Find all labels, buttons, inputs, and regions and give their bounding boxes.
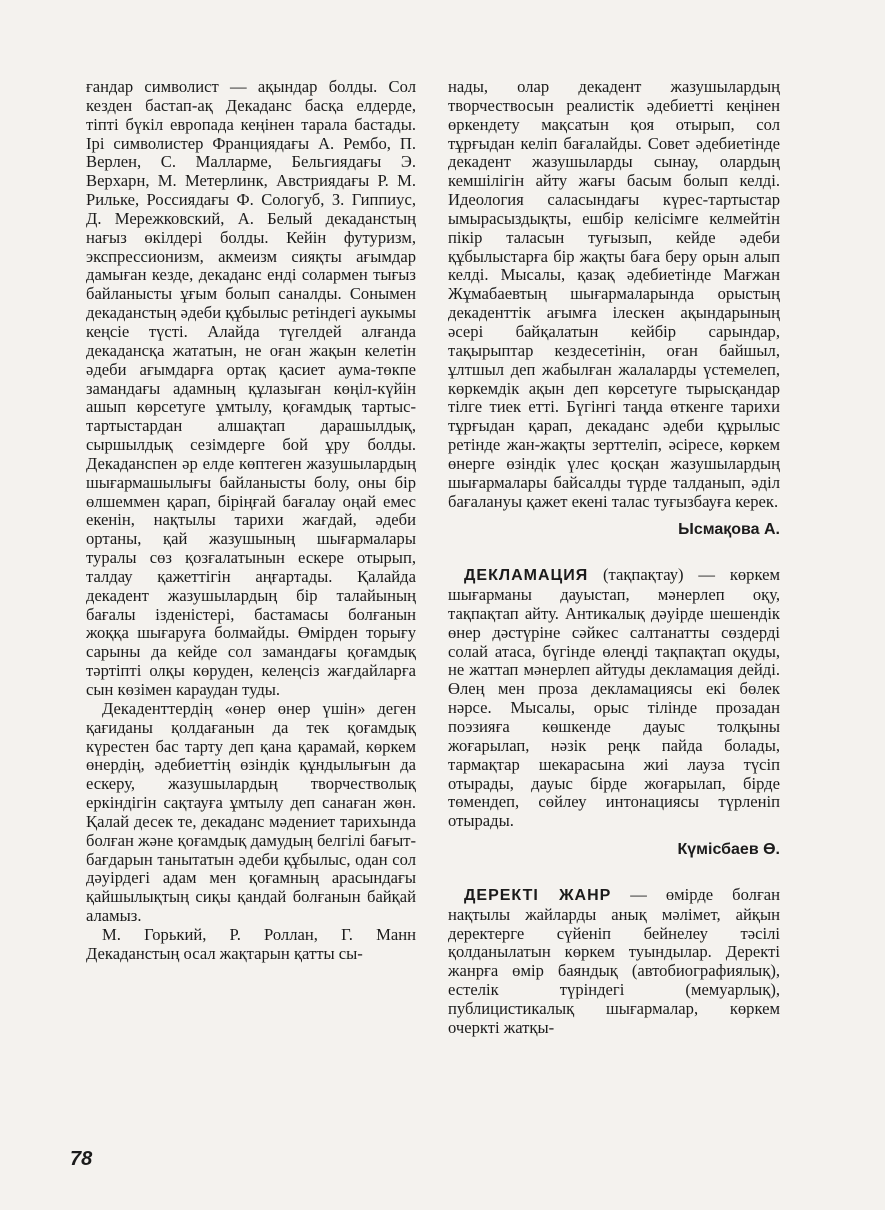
left-paragraph-1: ғандар символист — ақындар болды. Сол кезден бастап-ақ Декаданс басқа елдерде, тіпті бүкіл европада кеңінен тарала бастады. Ірі символистер Франциядағы А. Рембо, П. Верлен, С. Малларме, Бельгиядағы Э. Верхарн, М. Метерлинк, Австриядағы Р. М. Рильке, Россиядағы Ф. Сологуб, З. Гиппиус, Д. Мережковский, А. Белый декаданстың нағыз өкілдері болды. Кейін футуризм, экспрессионизм, акмеизм сияқты ағымдар дамыған кезде, декаданс енді солармен тығыз байланысты ұғым болып саналды. Сонымен декаданстың әдеби құбылыс ретіндегі аукымы кеңсіе түсті. Алайда түгелдей алғанда декадансқа жататын, не оған жақын келетін әдеби ағымдарға ортақ қасиет аума-төкпе замандағы адамның құлазыған көңіл-күйін ашып көрсетуге ұмтылу, қоғамдық тартыс-тартыстардан алшақтап дарашылдық, сыршылдық сезімдерге бой ұру болды. Декаданспен әр елде көптеген жазушылардың шығармашылығы байланысты болу, оны бір өлшеммен қарап, біріңғай бағалау оңай емес екенін, нақтылы тарихи жағдай, әдеби ортаны, қай жазушының шығармалары туралы сөз қозғалатынын ескере отырып, талдау қажеттігін аңғартады. Қалайда декадент жазушылардың бір талайының бағалы ізденістері, бастамасы болғанын жоққа шығаруға болмайды. Өмірден торығу сарыны да кейде сол замандағы қоғамдық тәртіпті олқы көруден, келеңсіз жағдайларға сын көзімен караудан туды. <box>86 77 416 699</box>
entry-text-documentary-genre: — өмірде болған нақтылы жайларды анық мәлімет, айқын деректерге сүйеніп бейнелеу тәсілі қолданылатын көркем туындылар. Деректі жанрға өмір баяндық (автобиографиялық), естелік түріндегі (мемуарлық), публицистикалық шығармалар, көркем очеркті жатқы- <box>448 884 781 1037</box>
entry-term-declamation: ДЕКЛАМАЦИЯ <box>464 567 589 585</box>
right-column <box>448 78 780 1038</box>
author-signature-1: Ысмақова А. <box>678 521 780 539</box>
left-paragraph-3: М. Горький, Р. Роллан, Г. Манн Декаданстың осал жақтарын қатты сы- <box>86 924 416 963</box>
dictionary-entry-declamation <box>448 566 780 831</box>
page-number: 78 <box>70 1148 93 1170</box>
dictionary-entry-documentary-genre <box>448 886 780 1038</box>
left-column <box>86 78 416 964</box>
author-signature-2: Күмісбаев Ө. <box>677 841 780 859</box>
entry-term-documentary-genre: ДЕРЕКТІ ЖАНР <box>464 886 612 904</box>
left-paragraph-2: Декаденттердің «өнер өнер үшін» деген қағиданы қолдағанын да тек қоғамдық күрестен бас тарту деп қана қарамай, көркем өнердің, әдебиеттің өзіндік құндылығын да ескеру, жазушылардың творчестволық еркіндігін сақтауға ұмтылу деп санаған жөн. Қалай десек те, декаданс мәдениет тарихында болған және қоғамдық дамудың белгілі бағыт-бағдарын танытатын әдеби құбылыс, одан сол дәуірдегі адам мен қоғамның арасындағы қайшылықтың сиқы қандай болғанын байқай аламыз. <box>86 698 416 926</box>
right-paragraph-1: нады, олар декадент жазушылардың творчествосын реалистік әдебиетті кеңінен өркендету мақсатын қоя отырып, сол тұрғыдан келіп бағалайды. Совет әдебиетінде декадент жазушыларды сынау, олардың кемшілігін айту жағы басым болып келді. Идеология саласындағы күрес-тартыстар ымырасыздықты, ешбір келісімге келмейтін пікір таласын туғызып, кейде әдеби құбылыстарға бір жақты баға беру орын алып келді. Мысалы, қазақ әдебиетінде Мағжан Жұмабаевтың шығармаларында орыстың декаденттік ағымға ілескен ақындарының әсері байқалатын кейбір сарындар, тақырыптар кездесетінін, оған байшыл, ұлтшыл деп жабылған жалаларды үстемелеп, көркемдік ақын деп көрсетуге тырысқандар тілге тиек етті. Бүгінгі таңда өткенге тарихи тұрғыдан қарап, декаданс әдеби құрылыс ретінде жан-жақты зерттеліп, әсіресе, көркем өнерге өзіндік үлес қосқан жазушылардың шығармалары байсалды түрде талданып, әділ бағалануы қажет екені талас туғызбауға керек. <box>448 77 780 511</box>
entry-text-declamation: (тақпақтау) — көркем шығарманы дауыстап, мәнерлеп оқу, тақпақтап айту. Антикалық дәуірде шешендік өнер дәстүріне сәйкес салтанатты сөздерді солай атаса, бүгінде өлеңді тақпақтап оқуды, не жаттап мәнерлеп айтуды декламация дейді. Өлең мен проза декламациясы екі бөлек нәрсе. Мысалы, орыс тілінде прозадан поэзияға көшкенде дауыс толқыны жоғарылап, нәзік реңк пайда болады, тармақтар шекарасына жиі лауза түсіп отырады, дауыс бірде жоғарылап, бірде төмендеп, сөйлеу интонациясы түрленіп отырады. <box>448 565 780 831</box>
